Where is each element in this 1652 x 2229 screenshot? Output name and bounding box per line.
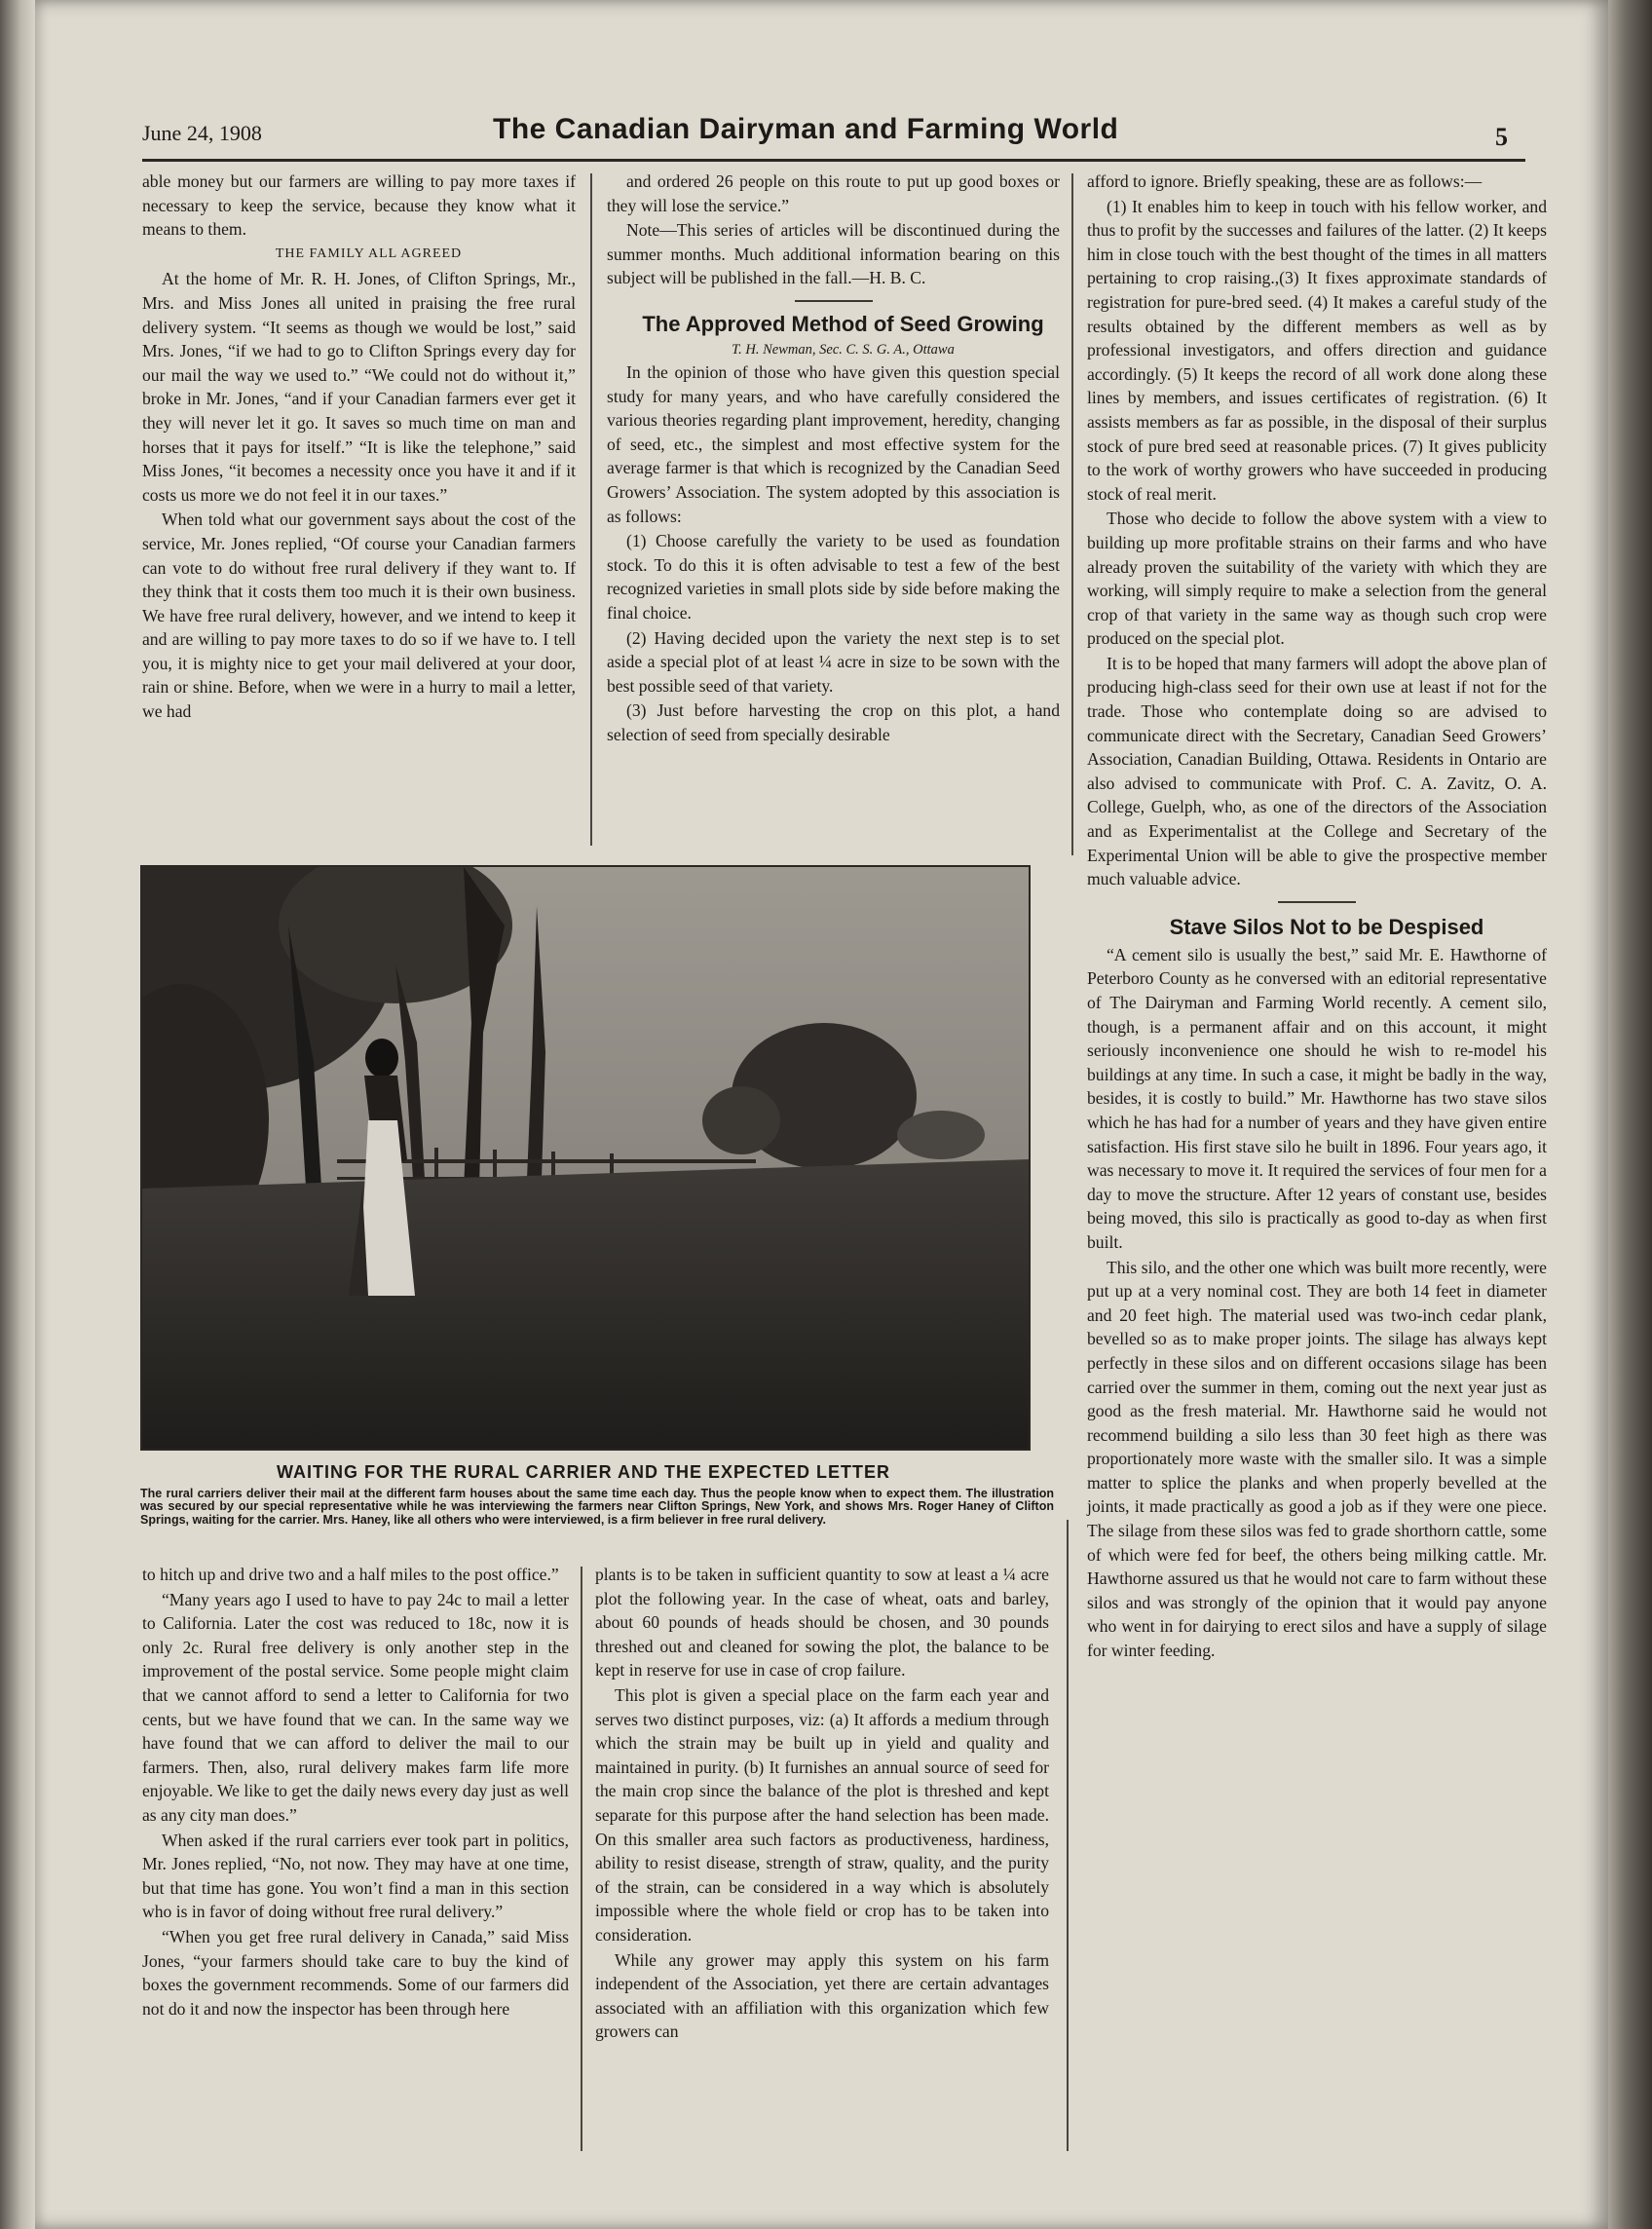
page-number: 5 (1495, 123, 1508, 151)
subheading: THE FAMILY ALL AGREED (275, 246, 463, 261)
section-rule (1278, 901, 1356, 903)
paragraph: (3) Just before harvesting the crop on this plot, a hand selection of seed from specially desirable (607, 700, 1060, 744)
photo-illustration (142, 867, 1029, 1449)
byline: T. H. Newman, Sec. C. S. G. A., Ottawa (732, 341, 955, 358)
header-rule (142, 159, 1525, 162)
paragraph: and ordered 26 people on this route to put up good boxes or they will lose the service.” (607, 171, 1060, 215)
paragraph: (1) Choose carefully the variety to be used as foundation stock. To do this it is often advisable to test a few of the best recognized varieties in small plots side by side before making the final choice. (607, 531, 1060, 623)
masthead-title: The Canadian Dairyman and Farming World (493, 113, 1119, 145)
paragraph: Note—This series of articles will be discontinued during the summer months. Much additional information bearing on this subject will be published in the fall.—H. B. C. (607, 220, 1060, 288)
paragraph: While any grower may apply this system on his farm independent of the Association, yet there are certain advantages associated with an affiliation with this organization which few growers can (595, 1949, 1049, 2042)
page-header (142, 113, 1525, 158)
section-rule (795, 300, 873, 302)
paragraph: When asked if the rural carriers ever took part in politics, Mr. Jones replied, “No, not now. They may have at one time, but that time has gone. You won’t find a man in this section who is in favor of doing without free rural delivery.” (142, 1830, 569, 1922)
photo-caption-title: WAITING FOR THE RURAL CARRIER AND THE EXPECTED LETTER (276, 1462, 890, 1482)
photo-caption-text: The rural carriers deliver their mail at the different farm houses about the same time each day. Thus the people know when to expect them. The illustration was secured by our special representative while he was interviewing the farmers near Clifton Springs, New York, and shows Mrs. Roger Haney of Clifton Springs, waiting for the carrier. Mrs. Haney, like all others who were interviewed, is a firm believer in free rural delivery. (140, 1487, 1054, 1527)
column-divider (1067, 1520, 1069, 2151)
paragraph: (1) It enables him to keep in touch with his fellow worker, and thus to profit by the successes and failures of the latter. (2) It keeps him in close touch with the best thought of the times in all matters pertaining to crop raising.,(3) It fixes approximate standards of registration for pure-bred seed. (4) It makes a careful study of the results obtained by the different members as well as by professional investigators, and offers direction and guidance accordingly. (5) It keeps the record of all work done along these lines by members, and issues certificates of registration. (6) It assists members as far as possible, in the disposal of their surplus stock of pure bred seed at reasonable prices. (7) It gives publicity to the work of worthy growers who have succeeded in producing stock of real merit. (1087, 196, 1547, 504)
paragraph: This silo, and the other one which was built more recently, were put up at a very nominal cost. They are both 14 feet in diameter and 20 feet high. The material used was two-inch cedar plank, bevelled so as to make proper joints. The silage has always kept perfectly in these silos and on different occasions silage has been carried over the summer in them, coming out the next year just as good as the fresh material. Mr. Hawthorne said he would not recommend building a silo less than 30 feet high as there was proportionately more waste with the smaller silo. It was a simple matter to splice the planks and when properly bevelled at the joints, it made practically as good a job as if they were one piece. The silage from these silos was fed to grade shorthorn cattle, some of which were fed for beef, the others being milking cattle. Mr. Hawthorne assured us that he would not care to farm without these silos and was strongly of the opinion that it would pay anyone who went in for dairying to erect silos and have a supply of silage for winter feeding. (1087, 1257, 1547, 1661)
photograph (140, 865, 1031, 1451)
binding-left-strip (0, 0, 35, 2229)
paragraph: It is to be hoped that many farmers will adopt the above plan of producing high-class seed for their own use at least if not for the trade. Those who contemplate doing so are advised to communicate direct with the Secretary, Canadian Seed Growers’ Association, Canadian Building, Ottawa. Residents in Ontario are also advised to communicate with Prof. C. A. Zavitz, O. A. College, Guelph, who, as one of the directors of the Association and as Experimentalist at the College and Secretary of the Experimental Union will be able to give the prospective member much valuable advice. (1087, 653, 1547, 889)
column-2-top (607, 170, 1060, 747)
paragraph: “When you get free rural delivery in Canada,” said Miss Jones, “your farmers should take care to buy the kind of boxes the government recommends. Some of our farmers did not do it and now the inspector has been through here (142, 1926, 569, 2019)
paragraph: able money but our farmers are willing to pay more taxes if necessary to keep the service, because they know what it means to them. (142, 171, 576, 240)
paragraph: “A cement silo is usually the best,” said Mr. E. Hawthorne of Peterboro County as he conversed with an editorial representative of The Dairyman and Farming World recently. A cement silo, though, is a permanent affair and on this account, it might seriously inconvenience one should he wish to re-model his buildings at any time. In such a case, it might be badly in the way, besides, it is costly to build.” Mr. Hawthorne has two stave silos which he has had for a number of years and they have given entire satisfaction. His first stave silo he built in 1896. Four years ago, it was necessary to move it. It required the services of four men for a day to move the structure. After 12 years of constant use, besides being moved, this silo is practically as good to-day as when first built. (1087, 944, 1547, 1252)
column-1-top (142, 170, 576, 725)
column-1-bottom (142, 1563, 569, 2021)
paragraph: “Many years ago I used to have to pay 24c to mail a letter to California. Later the cost was reduced to 18c, now it is only 2c. Rural free delivery is only another step in the improvement of the postal service. Some people might claim that we cannot afford to send a letter to California for two cents, but we have found that we can. In the same way we have found that we can afford to deliver the mail to our farmers. Then, also, rural delivery makes farm life more enjoyable. We like to get the daily news every day just as well as any city man does.” (142, 1589, 569, 1825)
binding-right-edge (1608, 0, 1652, 2229)
article-title: The Approved Method of Seed Growing (642, 311, 1044, 336)
paragraph: When told what our government says about the cost of the service, Mr. Jones replied, “Of course your Canadian farmers can vote to do without free rural delivery if they want to. If they think that it costs them too much it is their own business. We have free rural delivery, however, and we intend to keep it and are willing to pay more taxes to do so if we have to. I tell you, it is mighty nice to get your mail delivered at your door, rain or shine. Before, when we were in a hurry to mail a letter, we had (142, 510, 576, 722)
paragraph: Those who decide to follow the above system with a view to building up more profitable strains on their farms and who have already proven the suitability of the variety with which they are working, will simply require to make a selection from the general crop of that variety in the same way as though such crop were produced on the special plot. (1087, 509, 1547, 649)
paragraph: (2) Having decided upon the variety the next step is to set aside a special plot of at least ¼ acre in size to be sown with the best possible seed of that variety. (607, 627, 1060, 696)
column-divider (581, 1567, 582, 2151)
paragraph: afford to ignore. Briefly speaking, these are as follows:— (1087, 171, 1483, 191)
paragraph: to hitch up and drive two and a half miles to the post office.” (142, 1565, 559, 1584)
paragraph: plants is to be taken in sufficient quantity to sow at least a ¼ acre plot the following year. In the case of wheat, oats and barley, about 60 pounds of heads should be chosen, and 30 pounds threshed out and cleaned for sowing the plot, the balance to be kept in reserve for use in case of crop failure. (595, 1565, 1049, 1681)
column-divider (1071, 173, 1073, 855)
issue-date: June 24, 1908 (142, 121, 262, 145)
paragraph: This plot is given a special place on the farm each year and serves two distinct purposes, viz: (a) It affords a medium through which the strain may be built up in yield and quality and maintained in purity. (b) It furnishes an annual source of seed for the main crop since the balance of the plot is threshed and kept separate for this purpose after the hand selection has been made. On this smaller area such factors as productiveness, hardiness, ability to resist disease, strength of straw, quality, and the purity of the strain, can be considered in a way which is absolutely impossible where the whole field or crop has to be taken into consideration. (595, 1684, 1049, 1945)
paragraph: In the opinion of those who have given this question special study for many years, and who have carefully considered the various theories regarding plant improvement, heredity, changing of seed, etc., the simplest and most effective system for the average farmer is that which is recognized by the Canadian Seed Growers’ Association. The system adopted by this association is as follows: (607, 361, 1060, 526)
column-divider (590, 173, 592, 846)
column-2-bottom (595, 1563, 1049, 2045)
column-3 (1087, 170, 1547, 1664)
article-title: Stave Silos Not to be Despised (1169, 914, 1484, 939)
paragraph: At the home of Mr. R. H. Jones, of Clifton Springs, Mr., Mrs. and Miss Jones all united in praising the free rural delivery system. “It seems as though we would be lost,” said Mrs. Jones, “if we had to go to Clifton Springs every day for our mail the way we used to.” “We could not do without it,” broke in Mr. Jones, “and if your Canadian farmers ever get it they will never let it go. It saves so much time on man and horses that it pays for itself.” “It is like the telephone,” said Miss Jones, “it becomes a necessity once you have it and if it costs us more we do not feel it in our taxes.” (142, 269, 576, 505)
